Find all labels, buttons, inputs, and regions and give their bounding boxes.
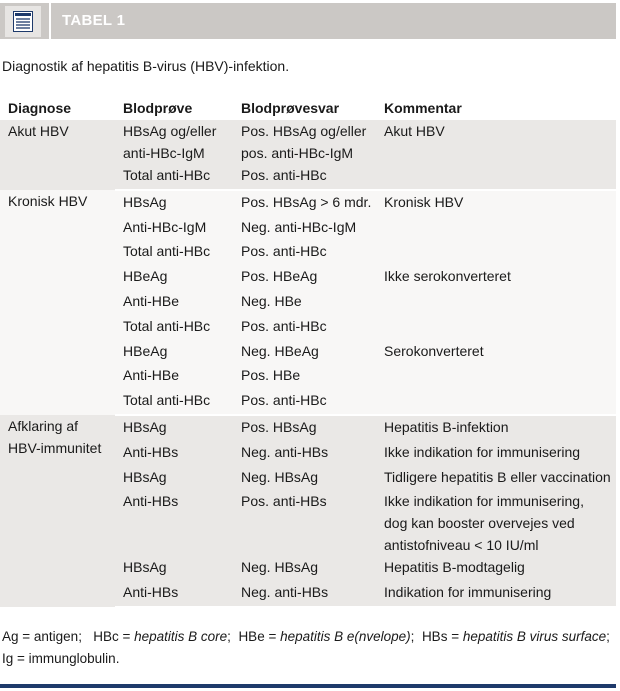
comment-cell [376, 240, 616, 265]
comment-cell: Ikke indikation for immunisering, dog kan booster overvejes ved antistofniveau < 10 IU/ml [376, 490, 616, 556]
result-cell: Pos. HBsAg [233, 415, 376, 441]
comment-cell: Akut HBV [376, 120, 616, 164]
blood-test-cell: Anti-HBs [115, 441, 233, 466]
result-cell: Pos. anti-HBs [233, 490, 376, 556]
footnote-hbc-term: hepatitis B core [134, 629, 228, 644]
comment-cell [376, 216, 616, 241]
result-cell: Pos. anti-HBc [233, 240, 376, 265]
blood-test-cell: HBeAg [115, 265, 233, 290]
column-header: Kommentar [376, 95, 616, 120]
result-cell: Pos. HBsAg og/eller pos. anti-HBc-IgM [233, 120, 376, 164]
column-header: Blodprøve [115, 95, 233, 120]
result-cell: Neg. anti-HBs [233, 581, 376, 607]
comment-cell: Ikke indikation for immunisering [376, 441, 616, 466]
result-cell: Neg. anti-HBs [233, 441, 376, 466]
diagnosis-cell: Akut HBV [0, 120, 115, 190]
comment-cell: Indikation for immunisering [376, 581, 616, 607]
blood-test-cell: HBsAg [115, 556, 233, 581]
blood-test-cell: Total anti-HBc [115, 389, 233, 415]
result-cell: Pos. HBe [233, 364, 376, 389]
footnote-hbc-label: HBc = [93, 629, 135, 644]
diagnosis-cell: Kronisk HBV [0, 190, 115, 415]
table-footnote: Ag = antigen; HBc = hepatitis B core; HBe = hepatitis B e(nvelope); HBs = hepatitis B virus surface; Ig = immunglobulin. [2, 629, 610, 666]
blood-test-cell: HBsAg [115, 415, 233, 441]
result-cell: Pos. HBeAg [233, 265, 376, 290]
footnote-hbs-term: hepatitis B virus surface [462, 629, 607, 644]
column-header: Diagnose [0, 95, 115, 120]
blood-test-cell: HBsAg og/eller anti-HBc-IgM [115, 120, 233, 164]
blood-test-cell: Anti-HBc-IgM [115, 216, 233, 241]
blood-test-cell: HBsAg [115, 466, 233, 491]
blood-test-cell: Anti-HBs [115, 490, 233, 556]
comment-cell [376, 290, 616, 315]
comment-cell [376, 364, 616, 389]
blood-test-cell: HBeAg [115, 340, 233, 365]
comment-cell [376, 164, 616, 190]
footnote-hbe-term: hepatitis B e(nvelope) [280, 629, 411, 644]
blood-test-cell: Total anti-HBc [115, 240, 233, 265]
comment-cell: Hepatitis B-infektion [376, 415, 616, 441]
result-cell: Neg. HBe [233, 290, 376, 315]
footnote-hbe-label: HBe = [238, 629, 281, 644]
result-cell: Pos. anti-HBc [233, 389, 376, 415]
diagnostics-table [0, 95, 616, 608]
footnote-ag: Ag = antigen; [2, 629, 82, 644]
table-title-bar [0, 3, 616, 39]
result-cell: Neg. HBsAg [233, 466, 376, 491]
blood-test-cell: Anti-HBe [115, 364, 233, 389]
footnote-ig: Ig = immunglobulin. [2, 651, 120, 666]
result-cell: Pos. HBsAg > 6 mdr. [233, 190, 376, 216]
table-icon [5, 6, 41, 37]
result-cell: Pos. anti-HBc [233, 315, 376, 340]
diagnosis-cell: Afklaring af HBV-immunitet [0, 415, 115, 607]
blood-test-cell: Total anti-HBc [115, 164, 233, 190]
table-header-row [0, 95, 616, 120]
blood-test-cell: Total anti-HBc [115, 315, 233, 340]
comment-cell: Kronisk HBV [376, 190, 616, 216]
table-title: TABEL 1 [62, 12, 126, 29]
blood-test-cell: Anti-HBs [115, 581, 233, 607]
result-cell: Neg. anti-HBc-IgM [233, 216, 376, 241]
comment-cell: Tidligere hepatitis B eller vaccination [376, 466, 616, 491]
comment-cell [376, 315, 616, 340]
comment-cell [376, 389, 616, 415]
result-cell: Neg. HBsAg [233, 556, 376, 581]
result-cell: Neg. HBeAg [233, 340, 376, 365]
result-cell: Pos. anti-HBc [233, 164, 376, 190]
blood-test-cell: Anti-HBe [115, 290, 233, 315]
table-row [0, 415, 616, 441]
comment-cell: Serokonverteret [376, 340, 616, 365]
column-header: Blodprøvesvar [233, 95, 376, 120]
comment-cell: Hepatitis B-modtagelig [376, 556, 616, 581]
title-separator [49, 3, 51, 39]
blood-test-cell: HBsAg [115, 190, 233, 216]
comment-cell: Ikke serokonverteret [376, 265, 616, 290]
table-row [0, 120, 616, 164]
table-caption: Diagnostik af hepatitis B-virus (HBV)-infektion. [2, 58, 290, 74]
bottom-rule [0, 684, 616, 688]
footnote-hbs-label: HBs = [421, 629, 463, 644]
table-row [0, 190, 616, 216]
